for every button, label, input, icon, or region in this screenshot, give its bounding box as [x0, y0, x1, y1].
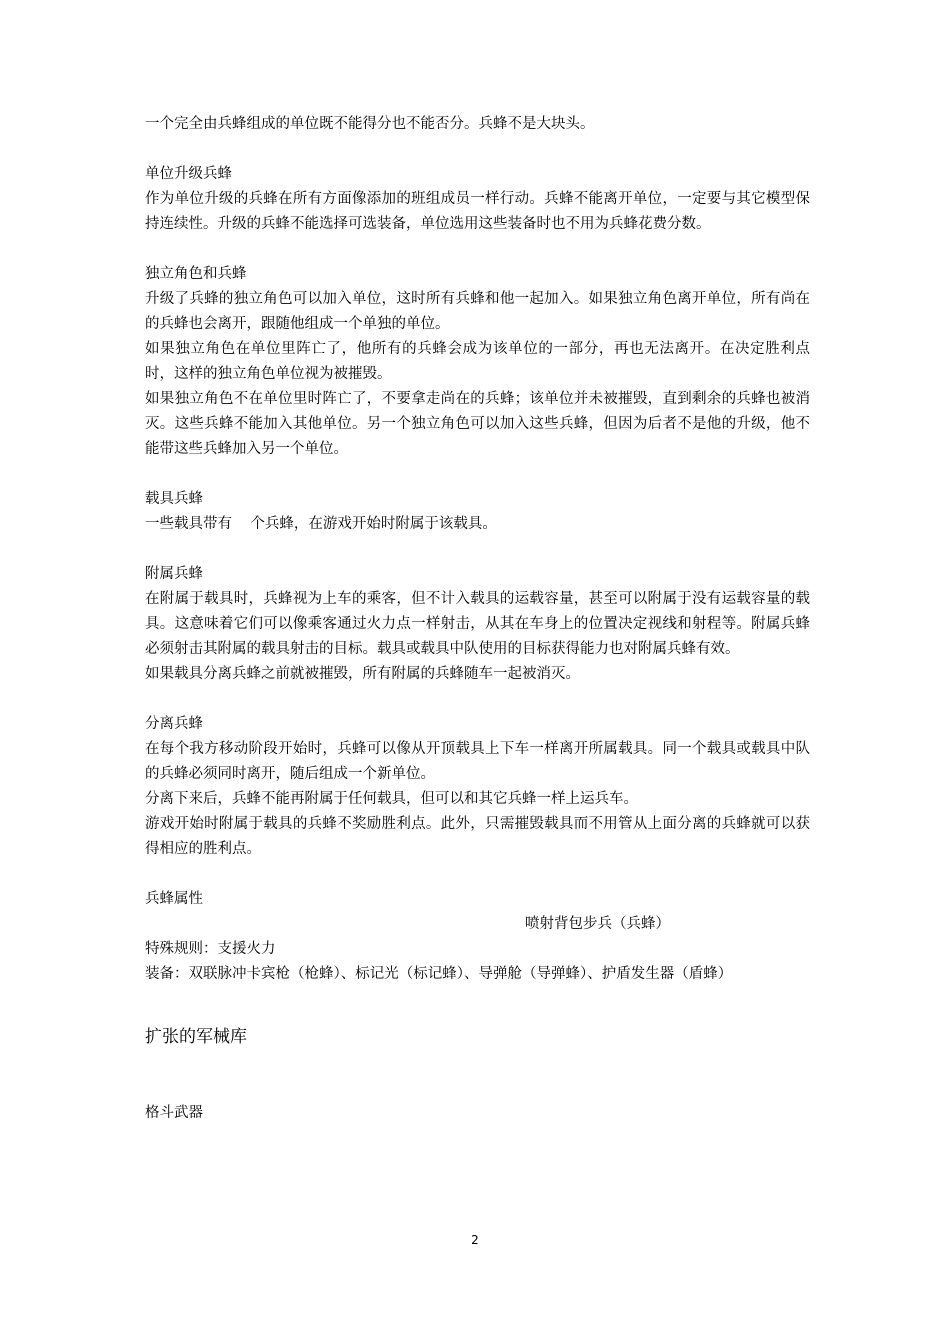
equipment-line: 装备：双联脉冲卡宾枪（枪蜂）、标记光（标记蜂）、导弹舱（导弹蜂）、护盾发生器（盾蜂） [145, 966, 733, 982]
document-body [145, 112, 810, 1126]
section-heading-attached: 附属兵蜂 [145, 566, 203, 582]
section-heading-attributes: 兵蜂属性 [145, 891, 203, 907]
spacer [145, 862, 810, 887]
attached-paragraph-1: 在附属于载具时，兵蜂视为上车的乘客，但不计入载具的运载容量，甚至可以附属于没有运载容量的载具。这意味着它们可以像乘客通过火力点一样射击，从其在车身上的位置决定视线和射程等。附属兵蜂必须射击其附属的载具射击的目标。载具或载具中队使用的目标获得能力也对附属兵蜂有效。 [145, 591, 810, 657]
attached-paragraph-2: 如果载具分离兵蜂之前就被摧毁，所有附属的兵蜂随车一起被消灭。 [145, 666, 580, 682]
unit-profile-name: 喷射背包步兵（兵蜂） [525, 916, 670, 932]
detach-paragraph-3: 游戏开始时附属于载具的兵蜂不奖励胜利点。此外，只需摧毁载具而不用管从上面分离的兵蜂就可以获得相应的胜利点。 [145, 816, 810, 857]
armory-heading: 扩张的军械库 [145, 1027, 247, 1047]
page-number: 2 [471, 1233, 479, 1247]
spacer [145, 137, 810, 162]
spacer [145, 537, 810, 562]
spacer [145, 987, 810, 1023]
spacer [145, 687, 810, 712]
spacer [145, 462, 810, 487]
spacer [145, 237, 810, 262]
detach-paragraph-1: 在每个我方移动阶段开始时，兵蜂可以像从开顶载具上下车一样离开所属载具。同一个载具或载具中队的兵蜂必须同时离开，随后组成一个新单位。 [145, 741, 810, 782]
section-heading-unit-upgrade: 单位升级兵蜂 [145, 166, 232, 182]
independent-paragraph-3: 如果独立角色不在单位里时阵亡了，不要拿走尚在的兵蜂；该单位并未被摧毁，直到剩余的兵蜂也被消灭。这些兵蜂不能加入其他单位。另一个独立角色可以加入这些兵蜂，但因为后者不是他的升级，他不能带这些兵蜂加入另一个单位。 [145, 391, 810, 457]
section-heading-independent: 独立角色和兵蜂 [145, 266, 247, 282]
section-heading-detach: 分离兵蜂 [145, 716, 203, 732]
vehicle-paragraph: 一些载具带有 个兵蜂，在游戏开始时附属于该载具。 [145, 516, 497, 532]
independent-paragraph-2: 如果独立角色在单位里阵亡了，他所有的兵蜂会成为该单位的一部分，再也无法离开。在决定胜利点时，这样的独立角色单位视为被摧毁。 [145, 341, 810, 382]
spacer [145, 1051, 810, 1076]
section-heading-vehicle: 载具兵蜂 [145, 491, 203, 507]
independent-paragraph-1: 升级了兵蜂的独立角色可以加入单位，这时所有兵蜂和他一起加入。如果独立角色离开单位，所有尚在的兵蜂也会离开，跟随他组成一个单独的单位。 [145, 291, 810, 332]
melee-weapons-heading: 格斗武器 [145, 1105, 203, 1121]
detach-paragraph-2: 分离下来后，兵蜂不能再附属于任何载具，但可以和其它兵蜂一样上运兵车。 [145, 791, 638, 807]
unit-upgrade-paragraph: 作为单位升级的兵蜂在所有方面像添加的班组成员一样行动。兵蜂不能离开单位，一定要与其它模型保持连续性。升级的兵蜂不能选择可选装备，单位选用这些装备时也不用为兵蜂花费分数。 [145, 191, 810, 232]
spacer [145, 1076, 810, 1101]
intro-paragraph: 一个完全由兵蜂组成的单位既不能得分也不能否分。兵蜂不是大块头。 [145, 116, 595, 132]
special-rules-line: 特殊规则：支援火力 [145, 941, 276, 957]
